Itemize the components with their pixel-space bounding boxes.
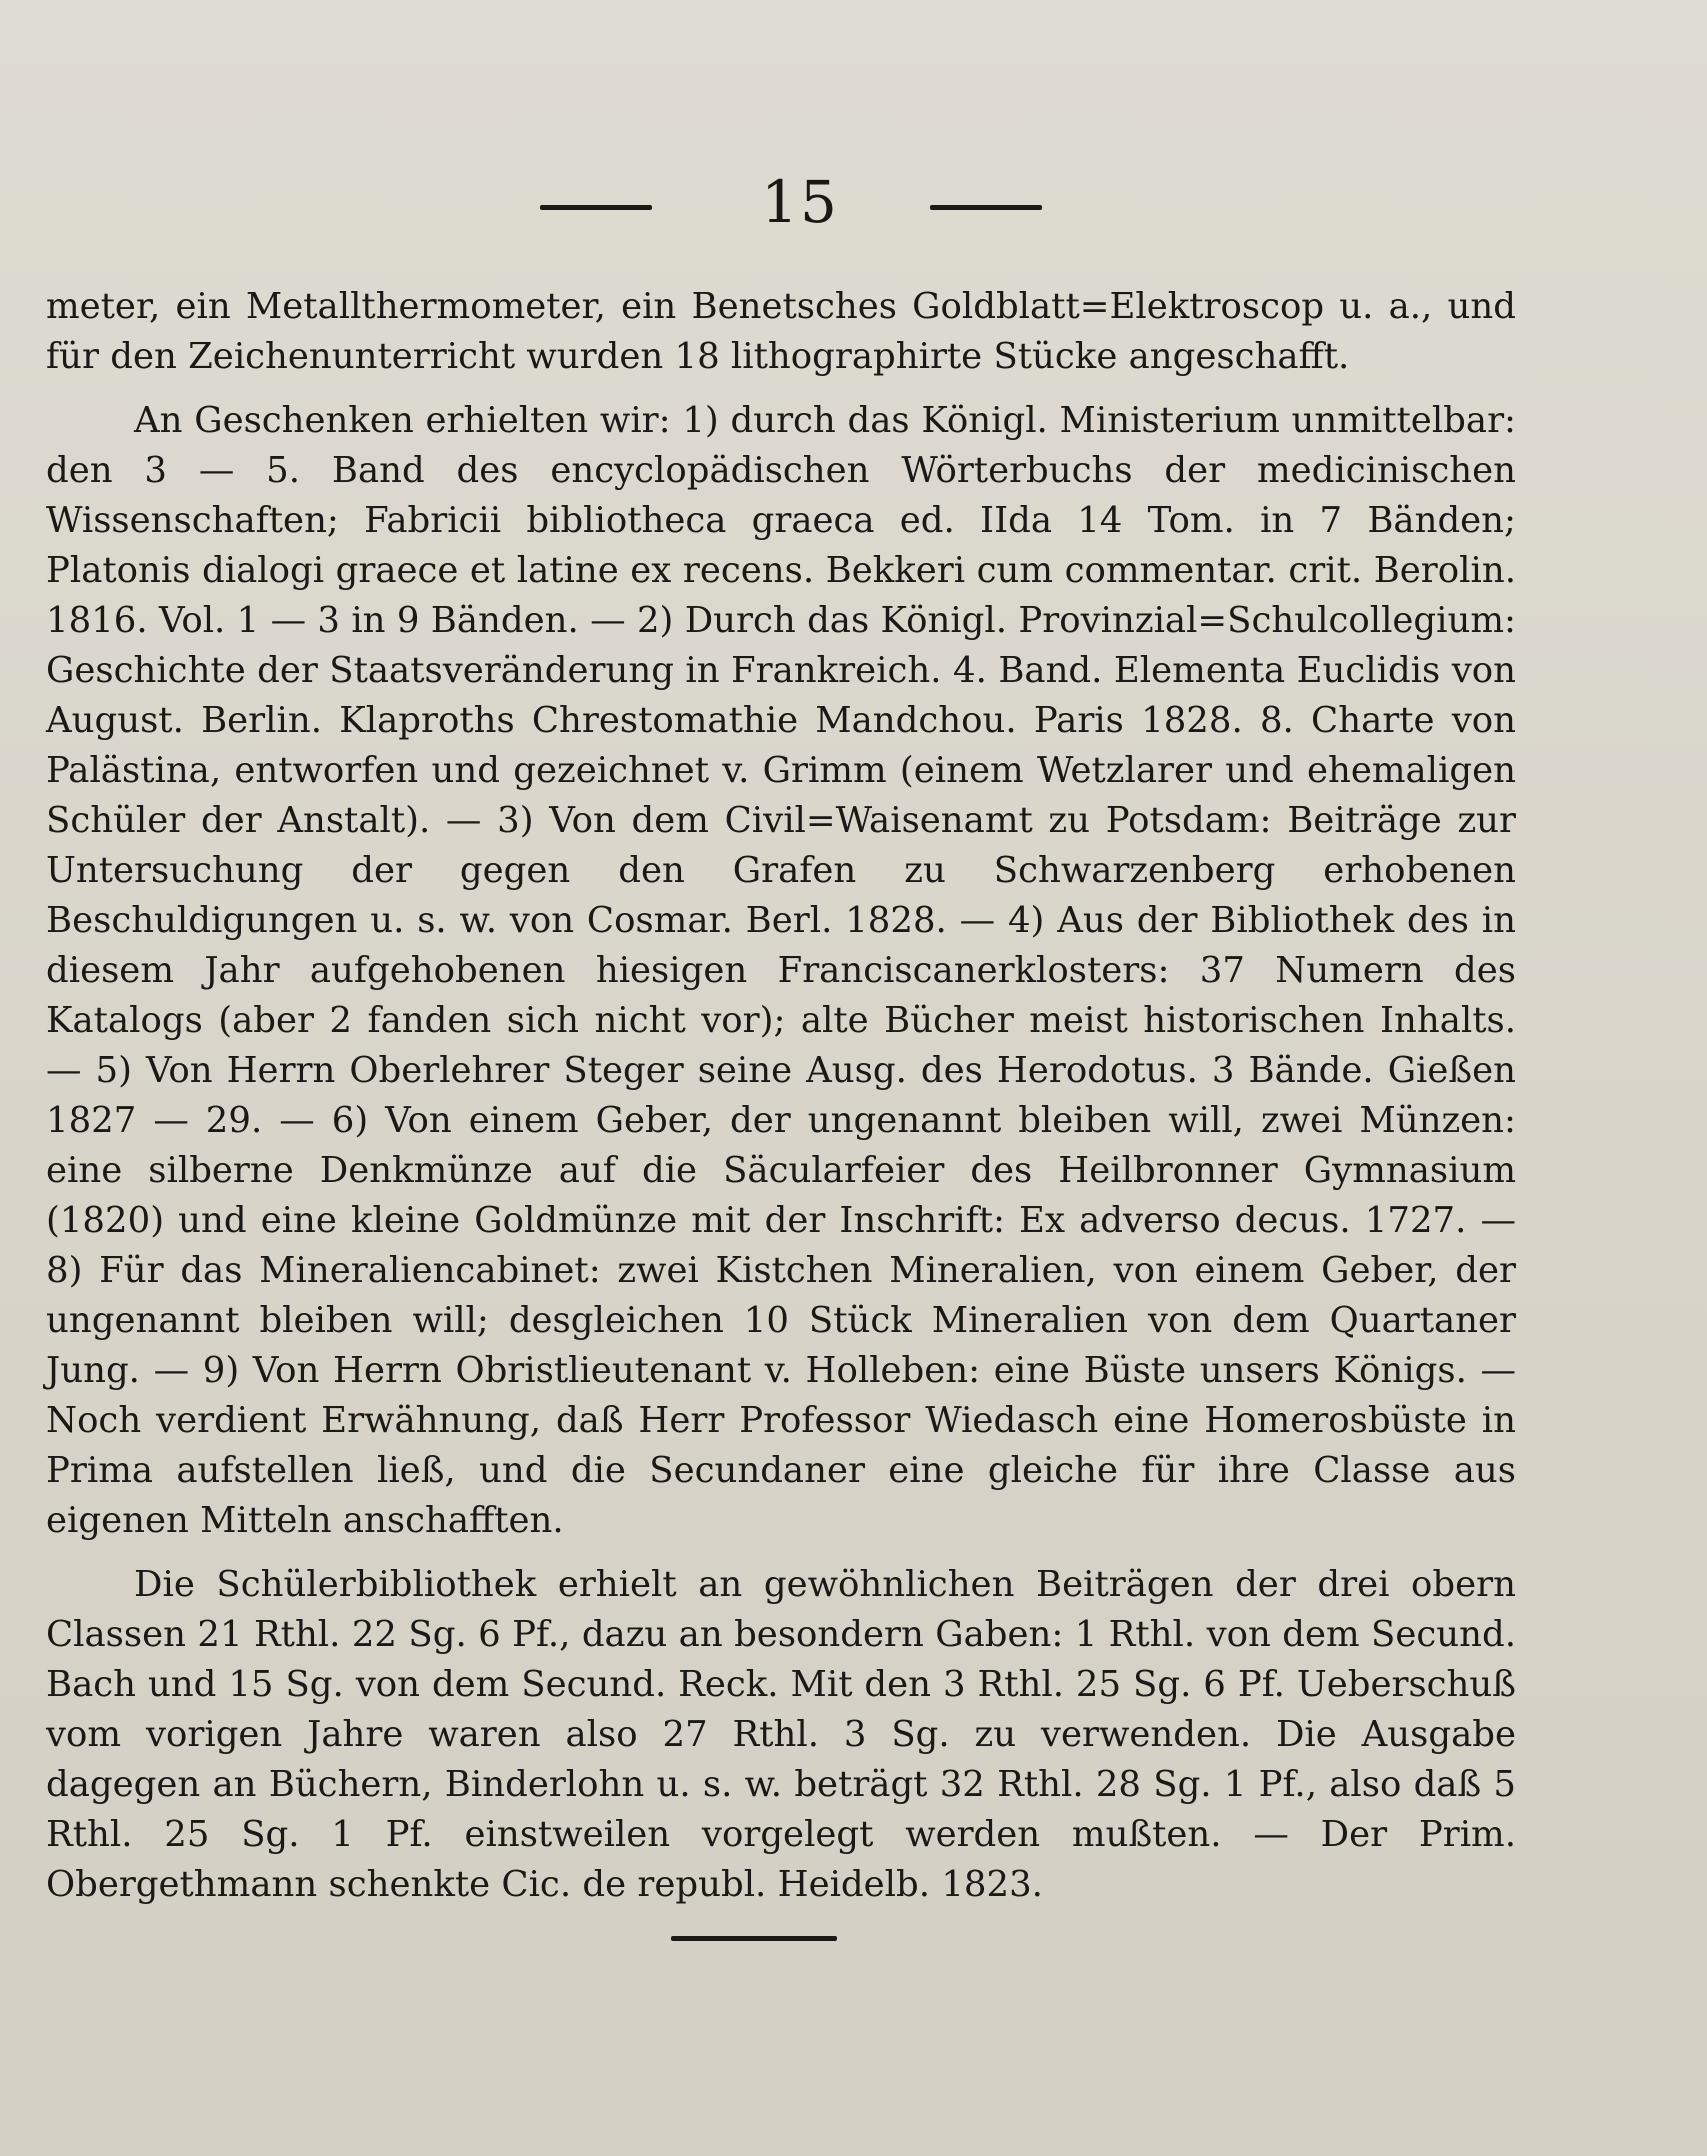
running-head — [0, 168, 1707, 258]
header-rule-left — [540, 205, 652, 210]
paragraph-gifts: An Geschenken erhielten wir: 1) durch das Königl. Ministerium unmittelbar: den 3 — 5. Band des encyclopädischen Wörterbuchs der medicinischen Wissenschaften; Fabricii bibliotheca graeca ed. IIda 14 Tom. in 7 Bänden; Platonis dialogi graece et latine ex recens. Bekkeri cum commentar. crit. Berolin. 1816. Vol. 1 — 3 in 9 Bänden. — 2) Durch das Königl. Provinzial=Schulcollegium: Geschichte der Staatsveränderung in Frankreich. 4. Band. Elementa Euclidis von August. Berlin. Klaproths Chrestomathie Mandchou. Paris 1828. 8. Charte von Palästina, entworfen und gezeichnet v. Grimm (einem Wetzlarer und ehemaligen Schüler der Anstalt). — 3) Von dem Civil=Waisenamt zu Potsdam: Beiträge zur Untersuchung der gegen den Grafen zu Schwarzenberg erhobenen Beschuldigungen u. s. w. von Cosmar. Berl. 1828. — 4) Aus der Bibliothek des in diesem Jahr aufgehobenen hiesigen Franciscanerklosters: 37 Numern des Katalogs (aber 2 fanden sich nicht vor); alte Bücher meist historischen Inhalts. — 5) Von Herrn Oberlehrer Steger seine Ausg. des Herodotus. 3 Bände. Gießen 1827 — 29. — 6) Von einem Geber, der ungenannt bleiben will, zwei Münzen: eine silberne Denkmünze auf die Säcularfeier des Heilbronner Gymnasium (1820) und eine kleine Goldmünze mit der Inschrift: Ex adverso decus. 1727. — 8) Für das Mineraliencabinet: zwei Kistchen Mineralien, von einem Geber, der ungenannt bleiben will; desgleichen 10 Stück Mineralien von dem Quartaner Jung. — 9) Von Herrn Obristlieutenant v. Holleben: eine Büste unsers Königs. — Noch verdient Erwähnung, daß Herr Professor Wiedasch eine Homerosbüste in Prima aufstellen ließ, und die Secundaner eine gleiche für ihre Classe aus eigenen Mitteln anschafften. — [46, 400, 1516, 1541]
body-text — [46, 282, 1516, 1910]
header-rule-right — [930, 205, 1042, 210]
paragraph-student-library: Die Schülerbibliothek erhielt an gewöhnlichen Beiträgen der drei obern Classen 21 Rthl. 22 Sg. 6 Pf., dazu an besondern Gaben: 1 Rthl. von dem Secund. Bach und 15 Sg. von dem Secund. Reck. Mit den 3 Rthl. 25 Sg. 6 Pf. Ueberschuß vom vorigen Jahre waren also 27 Rthl. 3 Sg. zu verwenden. Die Ausgabe dagegen an Büchern, Binderlohn u. s. w. beträgt 32 Rthl. 28 Sg. 1 Pf., also daß 5 Rthl. 25 Sg. 1 Pf. einstweilen vorgelegt werden mußten. — Der Prim. Obergethmann schenkte Cic. de republ. Heidelb. 1823. — [46, 1564, 1516, 1905]
page-number: 15 — [761, 168, 839, 236]
end-rule — [671, 1936, 837, 1941]
paragraph-continued: meter, ein Metallthermometer, ein Benetsches Goldblatt=Elektroscop u. a., und für den Zeichenunterricht wurden 18 lithographirte Stücke angeschafft. — [46, 286, 1516, 377]
